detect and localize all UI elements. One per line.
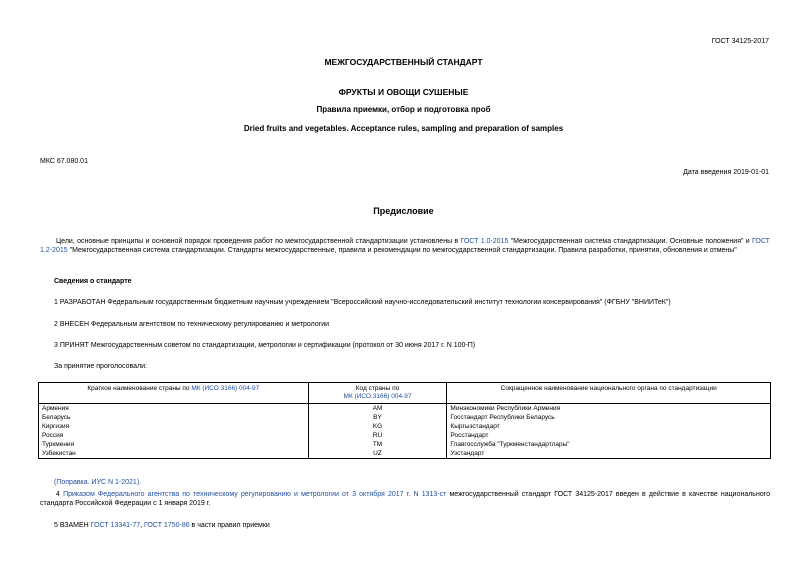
link-order-1313-st[interactable]: Приказом Федерального агентства по техническому регулированию и метрологии от 3 октября 2017 г. N 1313-ст	[63, 491, 447, 498]
link-mk-iso-3166-header1[interactable]: МК (ИСО 3166) 004-97	[191, 385, 260, 392]
cell-country: Беларусь	[39, 413, 309, 422]
table-row	[39, 404, 771, 414]
title-subject: ФРУКТЫ И ОВОЩИ СУШЕНЫЕ	[338, 87, 469, 97]
cell-country: Узбекистан	[39, 449, 309, 459]
cell-body: Узстандарт	[447, 449, 771, 459]
header-national-body: Сокращенное наименование национального органа по стандартизации	[447, 383, 771, 404]
foreword-paragraph	[40, 237, 770, 255]
info-heading: Сведения о стандарте	[54, 278, 132, 285]
cell-country: Россия	[39, 431, 309, 440]
amendment-link[interactable]: (Поправка. ИУС N 1-2021).	[54, 479, 142, 486]
intro-date: Дата введения 2019-01-01	[683, 169, 769, 176]
item-1-developed: 1 РАЗРАБОТАН Федеральным государственным бюджетным научным учреждением "Всероссийский научно-исследовательский институт технологии консервирования" (ФГБНУ "ВНИИТеК")	[54, 299, 671, 306]
cell-body: Минэкономики Республики Армения	[447, 404, 771, 414]
item-5-suffix: в части правил приемки	[189, 522, 270, 529]
voted-label: За принятие проголосовали:	[54, 363, 147, 370]
item-4-number: 4	[56, 491, 64, 498]
foreword-text-2: "Межгосударственная система стандартизации. Основные положения" и	[508, 238, 753, 245]
table-row	[39, 413, 771, 422]
cell-code: AM	[308, 404, 447, 414]
foreword-heading: Предисловие	[373, 206, 434, 216]
foreword-text-1: Цели, основные принципы и основной порядок проведения работ по межгосударственной стандартизации установлены в	[56, 238, 461, 245]
link-gost-1-2-2015[interactable]: ГОСТ 1.2-2015	[40, 238, 770, 254]
mks-code: МКС 67.080.01	[40, 158, 88, 165]
cell-body: Кыргызстандарт	[447, 422, 771, 431]
cell-country: Туркмения	[39, 440, 309, 449]
item-5-replaces	[54, 521, 270, 530]
link-mk-iso-3166-header2[interactable]: МК (ИСО 3166) 004-97	[343, 393, 412, 400]
item-4-enacted	[40, 490, 770, 508]
cell-code: RU	[308, 431, 447, 440]
table-header-row	[39, 383, 771, 404]
cell-code: BY	[308, 413, 447, 422]
title-main: МЕЖГОСУДАРСТВЕННЫЙ СТАНДАРТ	[324, 57, 483, 67]
item-2-introduced: 2 ВНЕСЕН Федеральным агентством по техническому регулированию и метрологии	[54, 321, 330, 328]
item-5-separator: ,	[140, 522, 145, 529]
title-subtitle-en: Dried fruits and vegetables. Acceptance rules, sampling and preparation of samples	[243, 124, 564, 133]
foreword-text-3: "Межгосударственная система стандартизации. Стандарты межгосударственные, правила и рекомендации по межгосударственной стандартизации. Правила разработки, принятия, обновления и отмены"	[67, 247, 737, 254]
table-row	[39, 431, 771, 440]
title-subtitle-ru: Правила приемки, отбор и подготовка проб	[316, 105, 491, 114]
doc-number: ГОСТ 34125-2017	[711, 38, 769, 45]
link-gost-13341-77[interactable]: ГОСТ 13341-77	[90, 522, 141, 529]
table-row	[39, 422, 771, 431]
item-4-text: межгосударственный стандарт ГОСТ 34125-2017 введен в действие в качестве национального стандарта Российской Федерации с 1 января 2019 г.	[40, 491, 771, 507]
cell-body: Росстандарт	[447, 431, 771, 440]
item-5-prefix: 5 ВЗАМЕН	[54, 522, 91, 529]
link-gost-1750-86[interactable]: ГОСТ 1750-86	[144, 522, 190, 529]
cell-country: Киргизия	[39, 422, 309, 431]
table-row	[39, 440, 771, 449]
cell-country: Армения	[39, 404, 309, 414]
item-3-adopted: 3 ПРИНЯТ Межгосударственным советом по стандартизации, метрологии и сертификации (протокол от 30 июня 2017 г. N 100-П)	[54, 342, 476, 349]
agreement-table	[38, 382, 771, 459]
cell-code: KG	[308, 422, 447, 431]
table-row	[39, 449, 771, 459]
cell-body: Главгосслужба "Туркменстандартлары"	[447, 440, 771, 449]
cell-body: Госстандарт Республики Беларусь	[447, 413, 771, 422]
header-country-name	[39, 383, 309, 404]
link-gost-1-0-2015[interactable]: ГОСТ 1.0-2015	[460, 238, 509, 245]
header-country-text: Краткое наименование страны по	[87, 385, 192, 392]
cell-code: UZ	[308, 449, 447, 459]
header-country-code	[308, 383, 447, 404]
header-code-text: Код страны по	[355, 385, 400, 392]
cell-code: TM	[308, 440, 447, 449]
